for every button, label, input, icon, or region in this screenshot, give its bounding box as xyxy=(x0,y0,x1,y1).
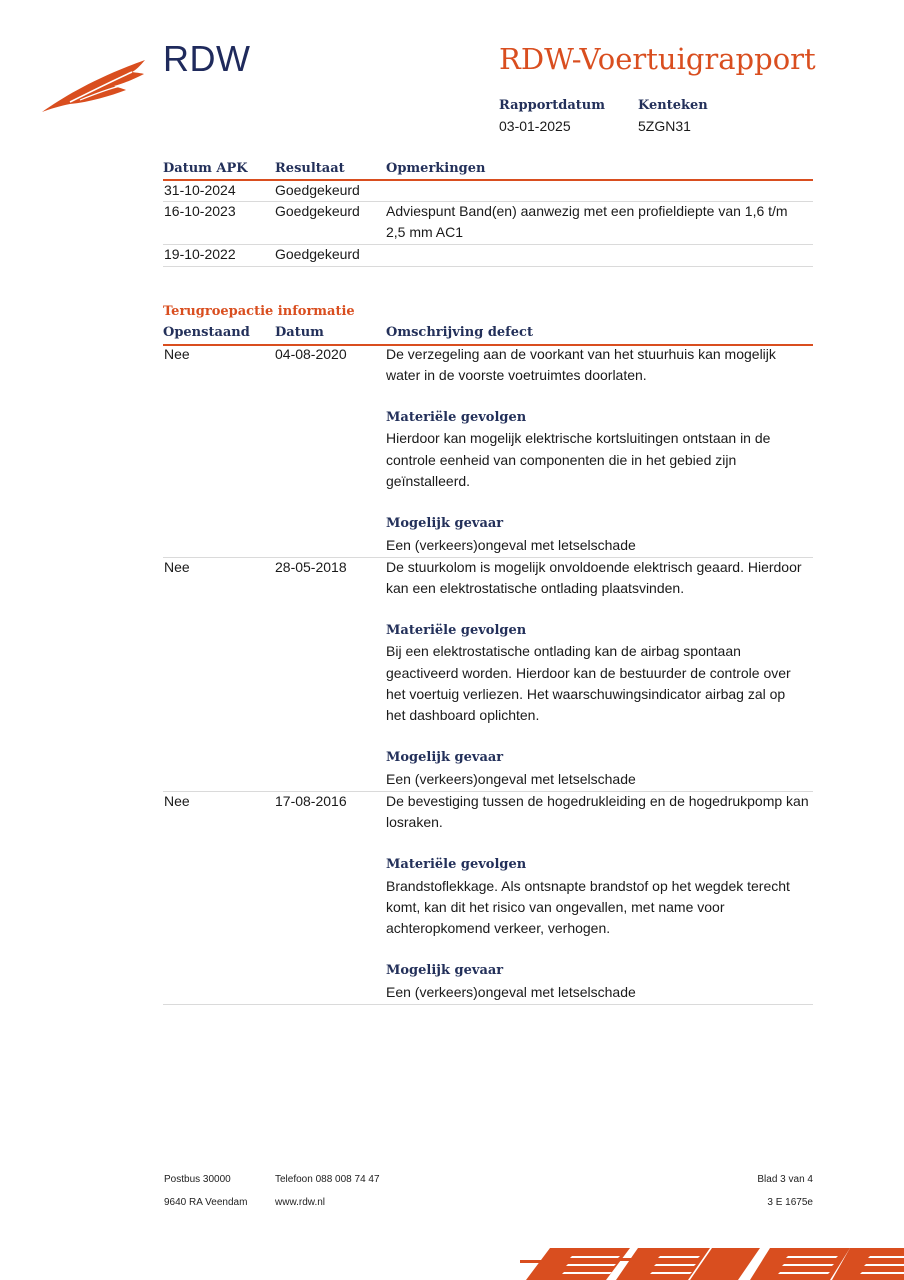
recall-row-defect: water in de voorste voetruimtes doorlaten. xyxy=(386,367,647,383)
recall-row-open: Nee xyxy=(164,346,190,362)
recall-row-consequences: het voertuig verliezen. Het waarschuwingsindicator airbag zal op xyxy=(386,686,786,702)
rdw-feather-logo-icon xyxy=(40,56,148,114)
footer-website-link[interactable]: www.rdw.nl xyxy=(275,1197,326,1208)
row-divider xyxy=(163,266,813,267)
report-date-label: Rapportdatum xyxy=(499,98,605,113)
apk-row-result: Goedgekeurd xyxy=(275,203,360,219)
recall-row-consequences: komt, kan dit het risico van ongevallen, met name voor xyxy=(386,899,725,915)
footer-phone: Telefoon 088 008 74 47 xyxy=(275,1174,380,1185)
apk-row-date: 19-10-2022 xyxy=(164,246,236,262)
footer-city: 9640 RA Veendam xyxy=(164,1197,248,1208)
apk-col-result: Resultaat xyxy=(275,161,345,176)
apk-col-remarks: Opmerkingen xyxy=(386,161,486,176)
recall-col-date: Datum xyxy=(275,325,324,340)
report-date-value: 03-01-2025 xyxy=(499,118,571,134)
apk-row-date: 16-10-2023 xyxy=(164,203,236,219)
recall-row-open: Nee xyxy=(164,793,190,809)
recall-row-consequences: geïnstalleerd. xyxy=(386,473,471,489)
apk-row-result: Goedgekeurd xyxy=(275,182,360,198)
consequences-label: Materiële gevolgen xyxy=(386,623,527,638)
danger-label: Mogelijk gevaar xyxy=(386,750,504,765)
danger-label: Mogelijk gevaar xyxy=(386,963,504,978)
apk-row-result: Goedgekeurd xyxy=(275,246,360,262)
page-title: RDW-Voertuigrapport xyxy=(499,42,816,76)
recall-section-title: Terugroepactie informatie xyxy=(163,304,355,319)
recall-row-consequences: achteropkomend verkeer, verhogen. xyxy=(386,920,611,936)
row-divider xyxy=(163,1004,813,1005)
recall-row-consequences: Hierdoor kan mogelijk elektrische kortsluitingen ontstaan in de xyxy=(386,430,771,446)
apk-header-rule xyxy=(163,179,813,181)
footer-page-number: Blad 3 van 4 xyxy=(757,1174,813,1185)
danger-label: Mogelijk gevaar xyxy=(386,516,504,531)
brand-name: RDW xyxy=(163,38,251,79)
row-divider xyxy=(163,244,813,245)
recall-row-defect: kan een elektrostatische ontlading plaatsvinden. xyxy=(386,580,685,596)
consequences-label: Materiële gevolgen xyxy=(386,857,527,872)
recall-row-date: 17-08-2016 xyxy=(275,793,347,809)
apk-row-remarks: 2,5 mm AC1 xyxy=(386,224,464,240)
consequences-label: Materiële gevolgen xyxy=(386,410,527,425)
plate-label: Kenteken xyxy=(638,98,708,113)
recall-row-consequences: geactiveerd worden. Hierdoor kan de bestuurder de controle over xyxy=(386,665,791,681)
recall-row-consequences: Bij een elektrostatische ontlading kan de airbag spontaan xyxy=(386,643,741,659)
recall-col-open: Openstaand xyxy=(163,325,250,340)
recall-row-open: Nee xyxy=(164,559,190,575)
apk-row-remarks: Adviespunt Band(en) aanwezig met een profieldiepte van 1,6 t/m xyxy=(386,203,788,219)
apk-col-date: Datum APK xyxy=(163,161,248,176)
recall-row-date: 04-08-2020 xyxy=(275,346,347,362)
recall-row-consequences: het dashboard oplichten. xyxy=(386,707,540,723)
recall-row-defect: De verzegeling aan de voorkant van het stuurhuis kan mogelijk xyxy=(386,346,776,362)
apk-row-date: 31-10-2024 xyxy=(164,182,236,198)
recall-row-danger: Een (verkeers)ongeval met letselschade xyxy=(386,537,636,553)
recall-row-defect: losraken. xyxy=(386,814,443,830)
recall-col-description: Omschrijving defect xyxy=(386,325,533,340)
recall-row-danger: Een (verkeers)ongeval met letselschade xyxy=(386,984,636,1000)
recall-row-defect: De stuurkolom is mogelijk onvoldoende elektrisch geaard. Hierdoor xyxy=(386,559,802,575)
footer-postbus: Postbus 30000 xyxy=(164,1174,231,1185)
recall-row-date: 28-05-2018 xyxy=(275,559,347,575)
rdw-stripes-decoration-icon xyxy=(520,1244,904,1280)
recall-row-danger: Een (verkeers)ongeval met letselschade xyxy=(386,771,636,787)
recall-row-consequences: controle eenheid van componenten die in het gebied zijn xyxy=(386,452,737,468)
recall-row-defect: De bevestiging tussen de hogedrukleiding en de hogedrukpomp kan xyxy=(386,793,809,809)
footer-document-code: 3 E 1675e xyxy=(767,1197,813,1208)
plate-value: 5ZGN31 xyxy=(638,118,691,134)
recall-row-consequences: Brandstoflekkage. Als ontsnapte brandstof op het wegdek terecht xyxy=(386,878,790,894)
